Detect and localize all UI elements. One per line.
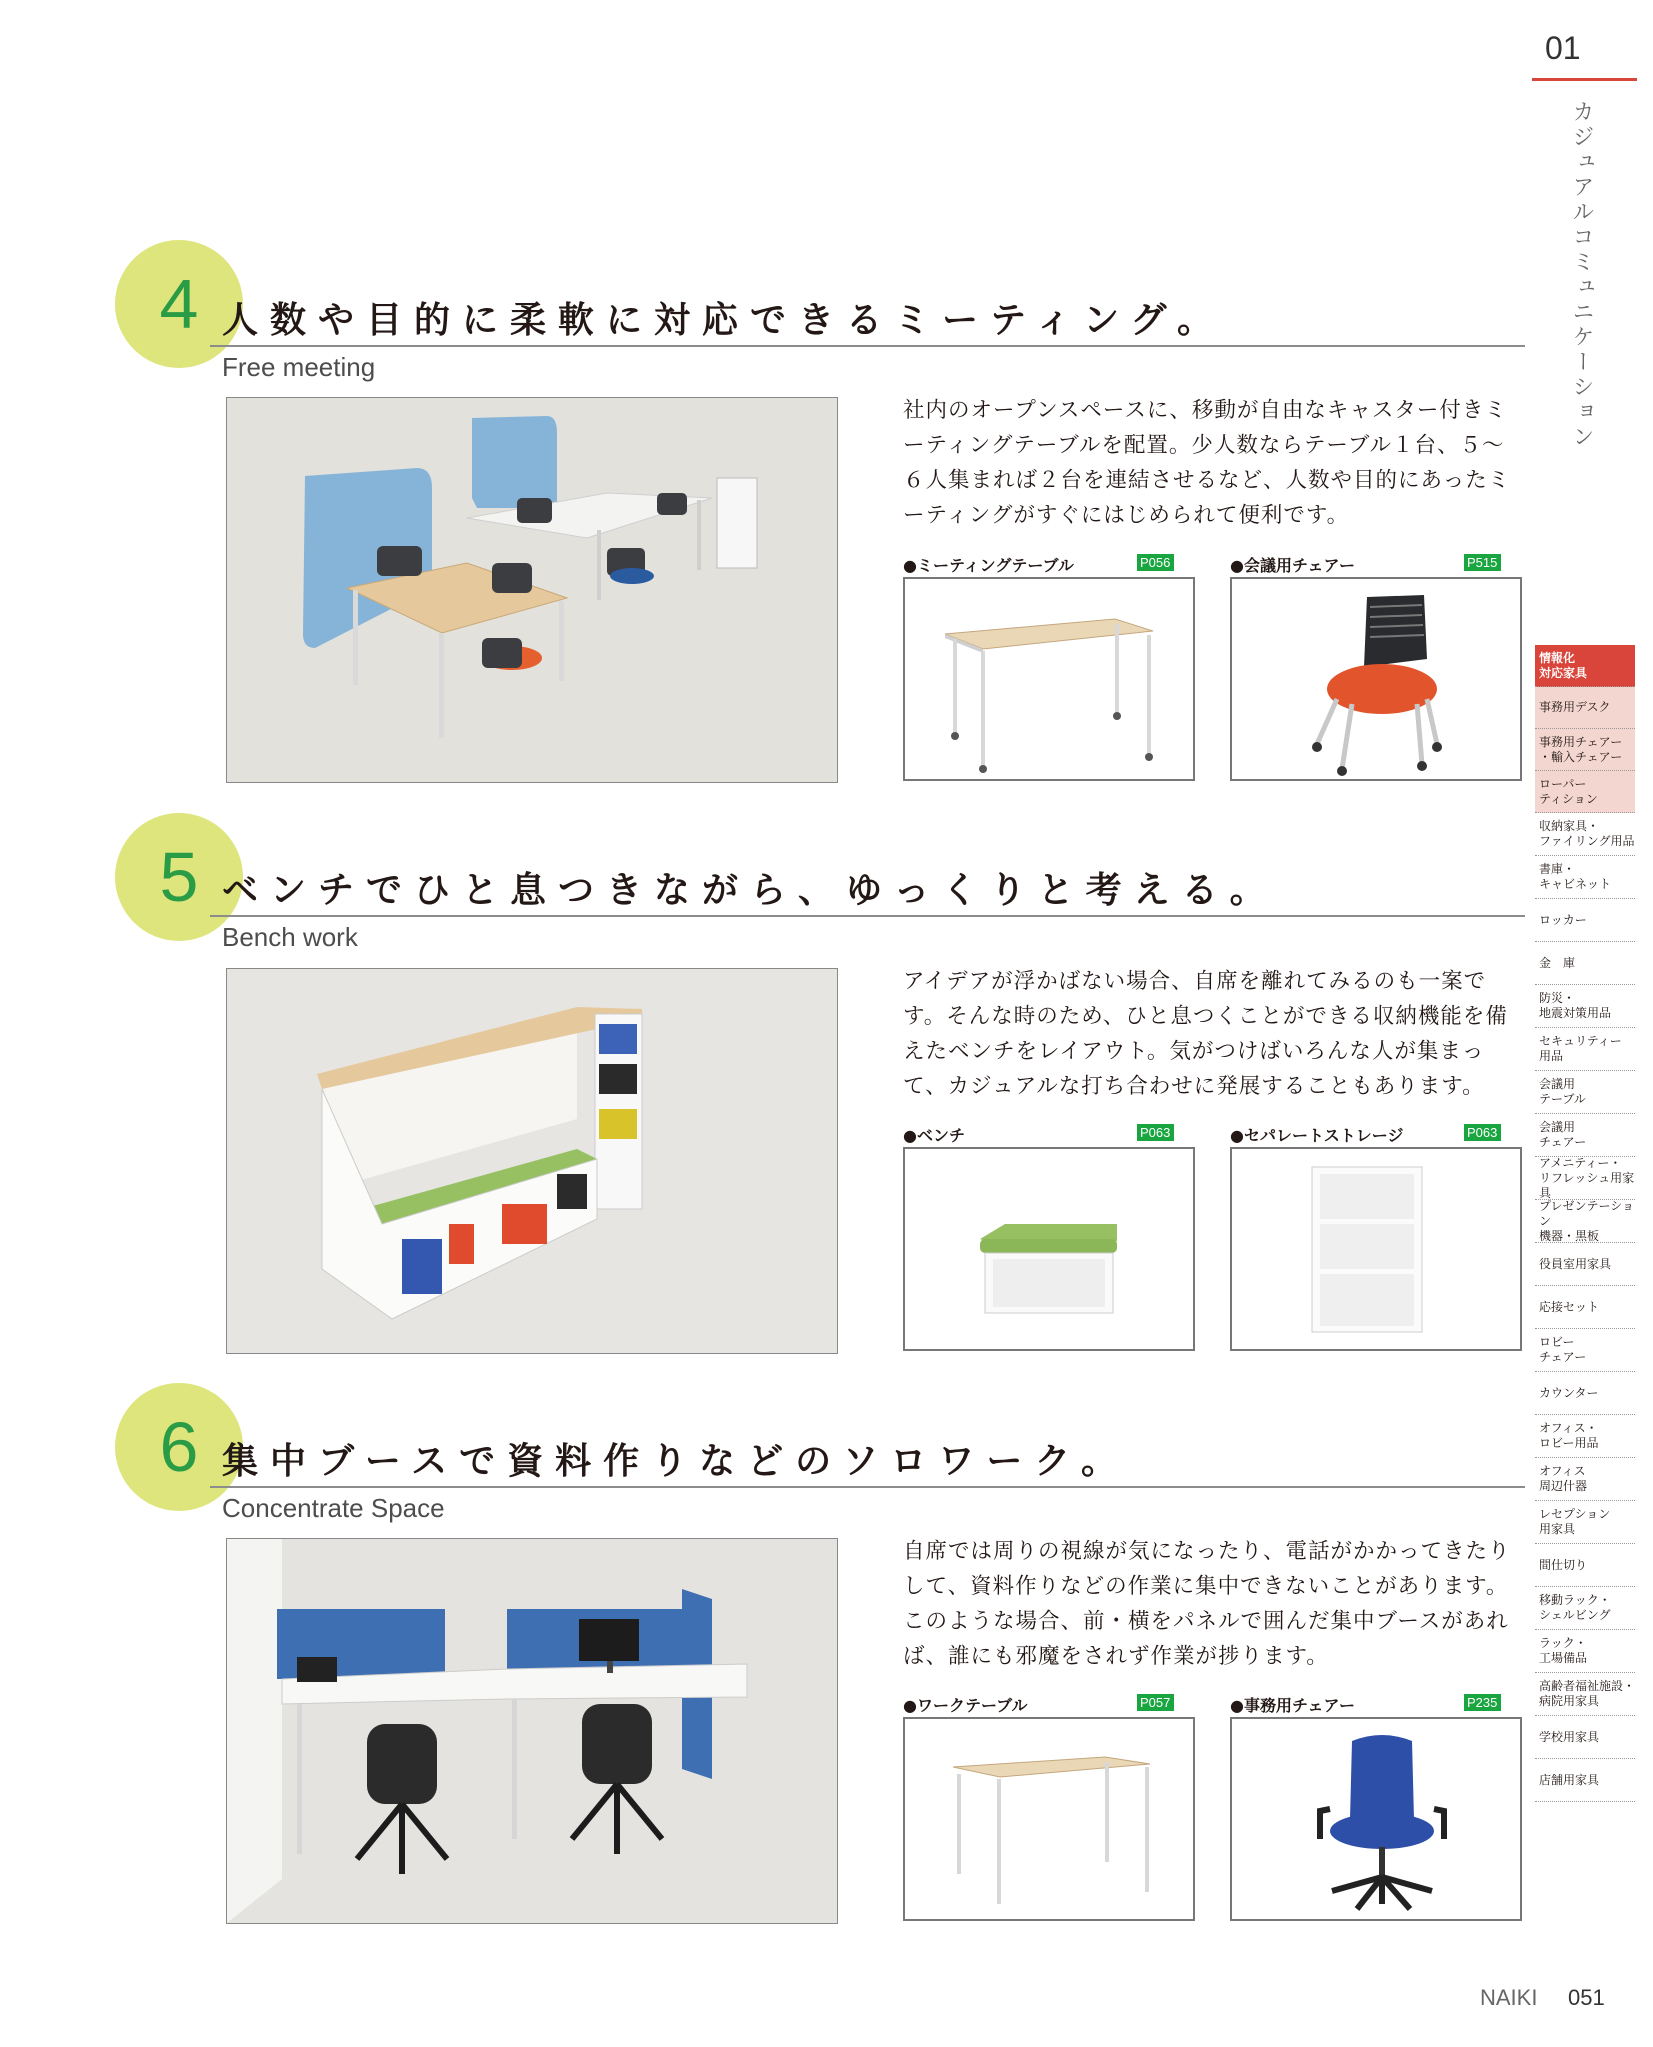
sidebar-item-22[interactable]	[1535, 1544, 1635, 1587]
sidebar-item-label: レセプション 用家具	[1539, 1507, 1611, 1536]
sidebar-item-26[interactable]	[1535, 1716, 1635, 1759]
sidebar-item-label: カウンター	[1539, 1385, 1599, 1400]
section-5-product-1-image	[903, 1147, 1195, 1351]
section-6-product-1-image	[903, 1717, 1195, 1921]
sidebar-item-label: 学校用家具	[1539, 1729, 1600, 1744]
sidebar-item-27[interactable]	[1535, 1759, 1635, 1802]
section-5-photo	[226, 968, 838, 1354]
sidebar-item-label: 高齢者福祉施設・ 病院用家具	[1539, 1679, 1636, 1708]
sidebar-item-label: ロビー チェアー	[1539, 1335, 1587, 1364]
section-4-product-2-page[interactable]: P515	[1464, 554, 1501, 571]
section-4-title: 人数や目的に柔軟に対応できるミーティング。	[222, 300, 1225, 341]
sidebar-item-label: ラック・ 工場備品	[1539, 1636, 1588, 1665]
section-6-product-2-image	[1230, 1717, 1522, 1921]
section-6-photo	[226, 1538, 838, 1924]
sidebar-item-label: オフィス・ ロビー用品	[1539, 1421, 1599, 1450]
sidebar-item-label: セキュリティー 用品	[1539, 1034, 1622, 1063]
sidebar-item-label: 役員室用家具	[1539, 1256, 1612, 1271]
section-4-product-2-label: ●会議用チェアー	[1230, 556, 1356, 575]
chapter-title: カジュアルコミュニケーション	[1569, 100, 1594, 450]
sidebar-item-label: 間仕切り	[1539, 1557, 1588, 1572]
sidebar-item-10[interactable]	[1535, 1028, 1635, 1071]
sidebar-item-18[interactable]	[1535, 1372, 1635, 1415]
sidebar-item-label: 応接セット	[1539, 1299, 1600, 1314]
section-5-rule	[210, 915, 1525, 917]
sidebar-item-7[interactable]	[1535, 899, 1635, 942]
chapter-number: 01	[1545, 30, 1581, 66]
page-number: 051	[1568, 1985, 1605, 2010]
sidebar-item-24[interactable]	[1535, 1630, 1635, 1673]
section-4-product-1-label: ●ミーティングテーブル	[903, 556, 1074, 575]
sidebar-item-label: 収納家具・ ファイリング用品	[1539, 819, 1635, 848]
section-4-subtitle: Free meeting	[222, 352, 376, 382]
sidebar-item-4[interactable]	[1535, 771, 1635, 813]
sidebar-item-1[interactable]	[1535, 645, 1635, 687]
sidebar-item-label: 金 庫	[1539, 955, 1576, 970]
section-4-body: 社内のオープンスペースに、移動が自由なキャスター付きミーティングテーブルを配置。少人数ならテーブル１台、５〜６人集まれば２台を連結させるなど、人数や目的にあったミーティングがすぐにはじめられて便利です。	[903, 398, 1511, 528]
section-5-body: アイデアが浮かばない場合、自席を離れてみるのも一案です。そんな時のため、ひと息つくことができる収納機能を備えたベンチをレイアウト。気がつけばいろんな人が集まって、カジュアルな打ち合わせに発展することもあります。	[903, 969, 1508, 1099]
section-5-title: ベンチでひと息つきながら、ゆっくりと考える。	[222, 870, 1278, 911]
sidebar-item-8[interactable]	[1535, 942, 1635, 985]
sidebar-item-5[interactable]	[1535, 813, 1635, 856]
sidebar-item-label: プレゼンテーション 機器・黒板	[1539, 1198, 1635, 1243]
section-6-number: 6	[159, 1408, 199, 1486]
section-6-product-1-label: ●ワークテーブル	[903, 1696, 1028, 1715]
section-4-product-1-image	[903, 577, 1195, 781]
sidebar-item-label: 店舗用家具	[1539, 1772, 1600, 1787]
sidebar-item-23[interactable]	[1535, 1587, 1635, 1630]
sidebar-item-label: アメニティー・ リフレッシュ用家具	[1539, 1155, 1635, 1200]
sidebar-item-25[interactable]	[1535, 1673, 1635, 1716]
sidebar-item-17[interactable]	[1535, 1329, 1635, 1372]
sidebar-item-label: 事務用デスク	[1539, 700, 1611, 714]
sidebar-item-12[interactable]	[1535, 1114, 1635, 1157]
section-5-product-2-page[interactable]: P063	[1464, 1124, 1501, 1141]
section-4-number: 4	[159, 265, 199, 343]
section-4-product-1-page[interactable]: P056	[1137, 554, 1174, 571]
sidebar-item-20[interactable]	[1535, 1458, 1635, 1501]
sidebar-item-13[interactable]	[1535, 1157, 1635, 1200]
sidebar-item-label: 事務用チェアー ・輸入チェアー	[1539, 734, 1623, 764]
section-5-product-2-label: ●セパレートストレージ	[1230, 1126, 1404, 1145]
section-4-photo	[226, 397, 838, 783]
sidebar-item-label: 防災・ 地震対策用品	[1539, 991, 1612, 1020]
section-6-product-1-page[interactable]: P057	[1137, 1694, 1174, 1711]
sidebar-item-label: 移動ラック・ シェルビング	[1539, 1593, 1611, 1622]
section-6-subtitle: Concentrate Space	[222, 1493, 445, 1523]
section-5-subtitle: Bench work	[222, 922, 358, 952]
sidebar-item-11[interactable]	[1535, 1071, 1635, 1114]
sidebar-item-6[interactable]	[1535, 856, 1635, 899]
section-6-product-2-page[interactable]: P235	[1464, 1694, 1501, 1711]
sidebar-item-label: ローパー ティション	[1539, 776, 1598, 806]
sidebar-item-label: 書庫・ キャビネット	[1539, 862, 1612, 891]
section-5-product-1-label: ●ベンチ	[903, 1126, 965, 1145]
section-5-product-2-image	[1230, 1147, 1522, 1351]
sidebar-item-label: 会議用 チェアー	[1539, 1120, 1587, 1149]
sidebar-item-16[interactable]	[1535, 1286, 1635, 1329]
section-6-rule	[210, 1486, 1525, 1488]
section-6-title: 集中ブースで資料作りなどのソロワーク。	[222, 1441, 1129, 1482]
section-5-number: 5	[159, 838, 199, 916]
section-4-rule	[210, 345, 1525, 347]
sidebar-item-label: オフィス 周辺什器	[1539, 1464, 1588, 1493]
sidebar-item-21[interactable]	[1535, 1501, 1635, 1544]
footer-brand: NAIKI	[1480, 1985, 1538, 2010]
sidebar-item-label: ロッカー	[1539, 912, 1587, 927]
sidebar-item-label: 情報化 対応家具	[1539, 650, 1588, 680]
section-6-body: 自席では周りの視線が気になったり、電話がかかってきたりして、資料作りなどの作業に集中できないことがあります。このような場合、前・横をパネルで囲んだ集中ブースがあれば、誰にも邪魔をされず作業が捗ります。	[903, 1539, 1511, 1669]
sidebar-item-3[interactable]	[1535, 729, 1635, 771]
sidebar-item-14[interactable]	[1535, 1200, 1635, 1243]
section-4-product-2-image	[1230, 577, 1522, 781]
section-5-product-1-page[interactable]: P063	[1137, 1124, 1174, 1141]
sidebar-item-9[interactable]	[1535, 985, 1635, 1028]
sidebar-item-19[interactable]	[1535, 1415, 1635, 1458]
sidebar-item-15[interactable]	[1535, 1243, 1635, 1286]
sidebar-item-label: 会議用 テーブル	[1539, 1077, 1586, 1106]
chapter-rule	[1532, 78, 1637, 81]
sidebar-item-2[interactable]	[1535, 687, 1635, 729]
section-6-product-2-label: ●事務用チェアー	[1230, 1696, 1356, 1715]
